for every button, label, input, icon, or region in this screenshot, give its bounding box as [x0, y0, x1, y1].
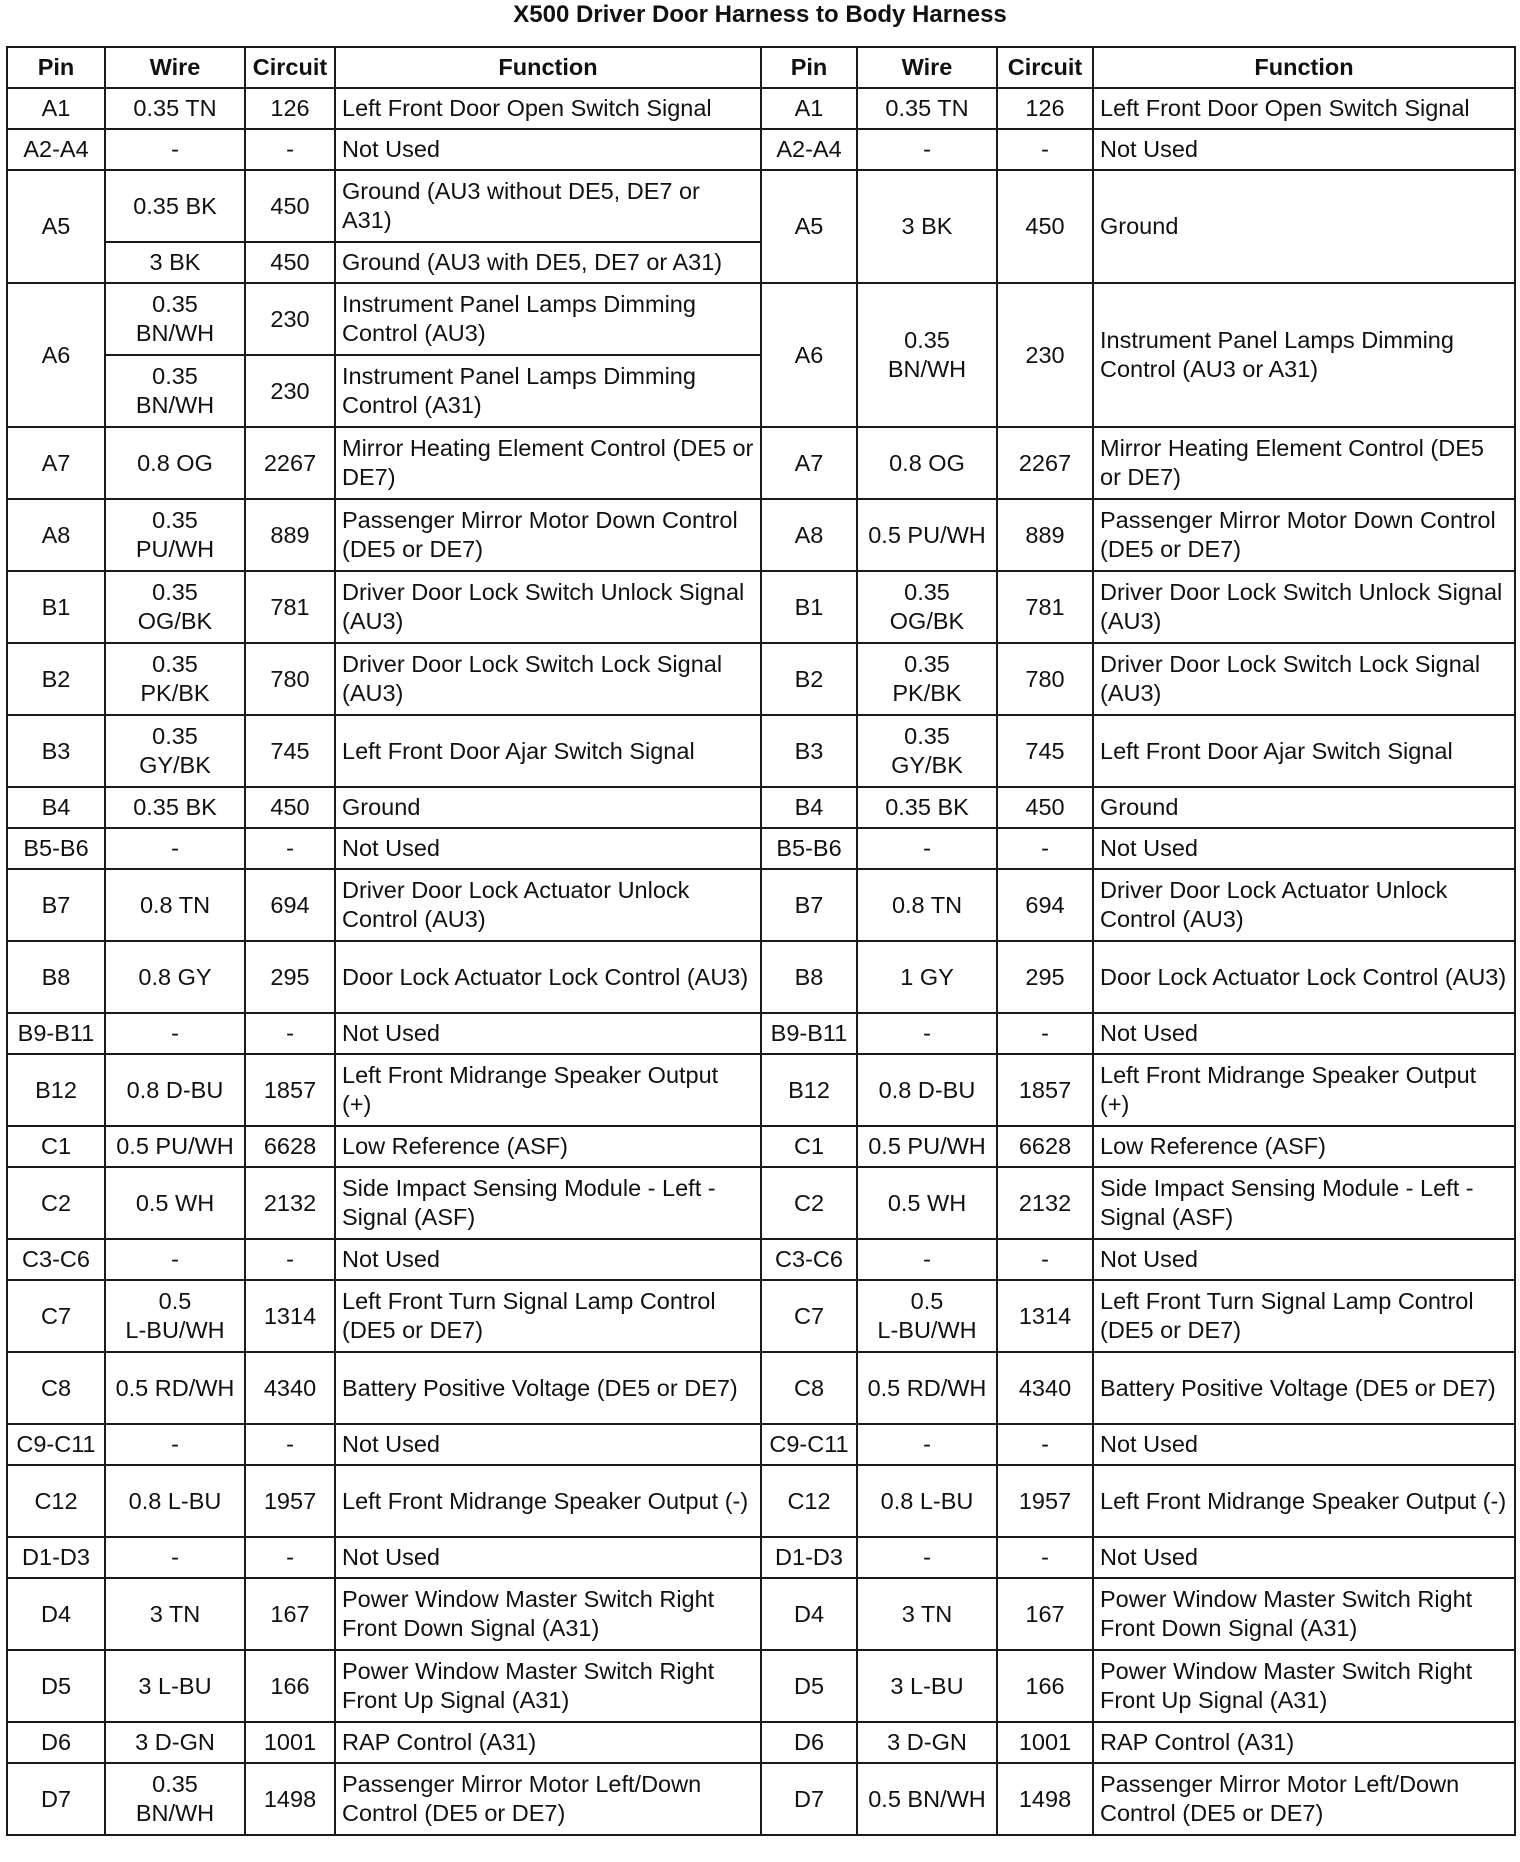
function-cell: Not Used: [335, 1537, 761, 1578]
wire-cell: -: [105, 1013, 245, 1054]
circuit-cell: 781: [997, 571, 1093, 643]
wire-cell: -: [857, 828, 997, 869]
wire-gauge: 0.35: [152, 651, 198, 677]
pin-cell: D7: [7, 1763, 105, 1835]
function-cell: Not Used: [1093, 1013, 1515, 1054]
pin-cell: B8: [761, 941, 857, 1013]
header-wire: Wire: [105, 47, 245, 88]
wire-cell: -: [105, 828, 245, 869]
table-row: [7, 1763, 1515, 1835]
table-row: [7, 129, 1515, 170]
pin-cell: A6: [761, 283, 857, 427]
table-row: [7, 1424, 1515, 1465]
wire-cell: 0.5 RD/WH: [857, 1352, 997, 1424]
circuit-cell: 889: [997, 499, 1093, 571]
pin-cell: A6: [7, 283, 105, 427]
pin-cell: C3-C6: [761, 1239, 857, 1280]
table-row: [7, 643, 1515, 715]
circuit-cell: 1001: [997, 1722, 1093, 1763]
wire-cell: 0.5 RD/WH: [105, 1352, 245, 1424]
pin-cell: B9-B11: [7, 1013, 105, 1054]
header-circuit: Circuit: [245, 47, 335, 88]
function-cell: Power Window Master Switch Right Front Down Signal (A31): [335, 1578, 761, 1650]
pin-cell: A2-A4: [761, 129, 857, 170]
wire-gauge: 0.35: [904, 579, 950, 605]
function-cell: Ground: [1093, 787, 1515, 828]
pin-cell: A5: [761, 170, 857, 283]
circuit-cell: 6628: [997, 1126, 1093, 1167]
wire-cell: 0.8 TN: [105, 869, 245, 941]
wire-color: BN/WH: [135, 1800, 215, 1826]
function-cell: Not Used: [1093, 828, 1515, 869]
wire-color: BN/WH: [887, 356, 967, 382]
table-row: [7, 1280, 1515, 1352]
pin-cell: C3-C6: [7, 1239, 105, 1280]
circuit-cell: 745: [997, 715, 1093, 787]
table-row: [7, 828, 1515, 869]
circuit-cell: -: [245, 828, 335, 869]
wire-cell: [105, 499, 245, 571]
wire-cell: 0.8 D-BU: [105, 1054, 245, 1126]
function-cell: Instrument Panel Lamps Dimming Control (AU3): [335, 283, 761, 355]
function-cell: Side Impact Sensing Module - Left - Signal (ASF): [335, 1167, 761, 1239]
function-cell: Not Used: [335, 1424, 761, 1465]
wire-cell: 3 D-GN: [857, 1722, 997, 1763]
wire-cell: -: [105, 1537, 245, 1578]
circuit-cell: 450: [997, 787, 1093, 828]
function-cell: Low Reference (ASF): [1093, 1126, 1515, 1167]
function-cell: Driver Door Lock Switch Unlock Signal (AU3): [1093, 571, 1515, 643]
function-cell: Left Front Door Ajar Switch Signal: [1093, 715, 1515, 787]
pin-cell: C8: [7, 1352, 105, 1424]
wire-cell: 3 L-BU: [857, 1650, 997, 1722]
table-row: [7, 571, 1515, 643]
wire-cell: 0.5 PU/WH: [857, 1126, 997, 1167]
wire-cell: 0.8 GY: [105, 941, 245, 1013]
circuit-cell: -: [245, 1013, 335, 1054]
wire-gauge: 0.35: [152, 1771, 198, 1797]
wire-color: GY/BK: [891, 752, 963, 778]
wire-cell: 3 BK: [105, 242, 245, 283]
circuit-cell: 450: [245, 170, 335, 242]
wire-cell: [105, 1280, 245, 1352]
table-row: [7, 1054, 1515, 1126]
wire-cell: 0.8 OG: [857, 427, 997, 499]
function-cell: RAP Control (A31): [335, 1722, 761, 1763]
function-cell: Left Front Door Open Switch Signal: [335, 88, 761, 129]
pin-cell: C1: [761, 1126, 857, 1167]
pin-cell: B3: [7, 715, 105, 787]
function-cell: Power Window Master Switch Right Front Up Signal (A31): [335, 1650, 761, 1722]
table-row: [7, 1239, 1515, 1280]
wire-cell: 0.5 PU/WH: [857, 499, 997, 571]
wire-cell: [857, 283, 997, 427]
function-cell: Instrument Panel Lamps Dimming Control (A31): [335, 355, 761, 427]
pin-cell: C9-C11: [761, 1424, 857, 1465]
pin-cell: B4: [7, 787, 105, 828]
wire-color: OG/BK: [137, 608, 213, 634]
circuit-cell: 126: [245, 88, 335, 129]
function-cell: Left Front Midrange Speaker Output (+): [1093, 1054, 1515, 1126]
function-cell: Driver Door Lock Actuator Unlock Control (AU3): [1093, 869, 1515, 941]
pin-cell: C9-C11: [7, 1424, 105, 1465]
wire-cell: 0.35 BK: [105, 170, 245, 242]
pin-cell: A5: [7, 170, 105, 283]
function-cell: Not Used: [1093, 1537, 1515, 1578]
pin-cell: B9-B11: [761, 1013, 857, 1054]
wire-cell: 0.5 WH: [105, 1167, 245, 1239]
wire-cell: [857, 715, 997, 787]
wire-cell: 0.8 TN: [857, 869, 997, 941]
circuit-cell: 167: [245, 1578, 335, 1650]
wire-cell: [105, 355, 245, 427]
wire-cell: 0.35 TN: [105, 88, 245, 129]
pin-cell: D4: [7, 1578, 105, 1650]
pin-cell: B12: [761, 1054, 857, 1126]
circuit-cell: 2132: [245, 1167, 335, 1239]
circuit-cell: 889: [245, 499, 335, 571]
wire-gauge: 0.35: [152, 507, 198, 533]
circuit-cell: 1498: [997, 1763, 1093, 1835]
wire-cell: 3 D-GN: [105, 1722, 245, 1763]
circuit-cell: 6628: [245, 1126, 335, 1167]
wire-cell: -: [857, 1424, 997, 1465]
header-circuit: Circuit: [997, 47, 1093, 88]
table-row: [7, 283, 1515, 355]
wire-color: L-BU/WH: [877, 1317, 977, 1343]
function-cell: Not Used: [1093, 1424, 1515, 1465]
function-cell: Mirror Heating Element Control (DE5 or DE7): [1093, 427, 1515, 499]
harness-table: [6, 46, 1516, 1836]
function-cell: Left Front Turn Signal Lamp Control (DE5 or DE7): [1093, 1280, 1515, 1352]
wire-cell: 3 BK: [857, 170, 997, 283]
function-cell: Mirror Heating Element Control (DE5 or DE7): [335, 427, 761, 499]
function-cell: Ground (AU3 without DE5, DE7 or A31): [335, 170, 761, 242]
wire-cell: 1 GY: [857, 941, 997, 1013]
wire-gauge: 0.35: [152, 363, 198, 389]
table-row: [7, 715, 1515, 787]
circuit-cell: 230: [245, 355, 335, 427]
wire-color: BN/WH: [135, 320, 215, 346]
circuit-cell: 1857: [997, 1054, 1093, 1126]
function-cell: Left Front Midrange Speaker Output (-): [335, 1465, 761, 1537]
circuit-cell: 230: [997, 283, 1093, 427]
header-pin: Pin: [761, 47, 857, 88]
pin-cell: D7: [761, 1763, 857, 1835]
function-cell: Not Used: [335, 828, 761, 869]
table-row: [7, 1722, 1515, 1763]
function-cell: RAP Control (A31): [1093, 1722, 1515, 1763]
function-cell: Passenger Mirror Motor Down Control (DE5 or DE7): [1093, 499, 1515, 571]
circuit-cell: -: [997, 1239, 1093, 1280]
function-cell: Left Front Door Ajar Switch Signal: [335, 715, 761, 787]
wire-gauge: 0.5: [910, 1288, 944, 1314]
wire-cell: [105, 283, 245, 355]
pin-cell: A8: [7, 499, 105, 571]
pin-cell: D6: [7, 1722, 105, 1763]
function-cell: Left Front Midrange Speaker Output (-): [1093, 1465, 1515, 1537]
wire-cell: -: [105, 1424, 245, 1465]
circuit-cell: 295: [245, 941, 335, 1013]
function-cell: Not Used: [335, 1239, 761, 1280]
wire-gauge: 0.35: [904, 651, 950, 677]
wire-cell: [105, 643, 245, 715]
circuit-cell: -: [997, 1537, 1093, 1578]
wire-cell: 0.8 L-BU: [857, 1465, 997, 1537]
wire-cell: [857, 1280, 997, 1352]
header-function: Function: [335, 47, 761, 88]
pin-cell: C8: [761, 1352, 857, 1424]
pin-cell: C7: [761, 1280, 857, 1352]
circuit-cell: 450: [245, 787, 335, 828]
function-cell: Passenger Mirror Motor Left/Down Control (DE5 or DE7): [1093, 1763, 1515, 1835]
function-cell: Driver Door Lock Switch Unlock Signal (AU3): [335, 571, 761, 643]
page-title: X500 Driver Door Harness to Body Harness: [513, 1, 1007, 28]
pin-cell: C12: [7, 1465, 105, 1537]
circuit-cell: 4340: [997, 1352, 1093, 1424]
circuit-cell: -: [997, 129, 1093, 170]
table-row: [7, 1126, 1515, 1167]
wire-color: PU/WH: [135, 536, 215, 562]
table-row: [7, 1013, 1515, 1054]
wire-cell: 3 TN: [105, 1578, 245, 1650]
pin-cell: B7: [7, 869, 105, 941]
wire-cell: 0.5 BN/WH: [857, 1763, 997, 1835]
circuit-cell: 2132: [997, 1167, 1093, 1239]
circuit-cell: 230: [245, 283, 335, 355]
circuit-cell: 1498: [245, 1763, 335, 1835]
function-cell: Ground: [335, 787, 761, 828]
pin-cell: B1: [7, 571, 105, 643]
circuit-cell: -: [245, 1239, 335, 1280]
pin-cell: D1-D3: [761, 1537, 857, 1578]
circuit-cell: 1857: [245, 1054, 335, 1126]
function-cell: Low Reference (ASF): [335, 1126, 761, 1167]
function-cell: Power Window Master Switch Right Front Down Signal (A31): [1093, 1578, 1515, 1650]
function-cell: Not Used: [335, 1013, 761, 1054]
circuit-cell: 126: [997, 88, 1093, 129]
wire-cell: 0.35 BK: [105, 787, 245, 828]
function-cell: Ground: [1093, 170, 1515, 283]
wire-cell: 0.8 D-BU: [857, 1054, 997, 1126]
table-row: [7, 1537, 1515, 1578]
circuit-cell: 4340: [245, 1352, 335, 1424]
pin-cell: B12: [7, 1054, 105, 1126]
wire-gauge: 0.35: [152, 579, 198, 605]
pin-cell: A7: [7, 427, 105, 499]
circuit-cell: 295: [997, 941, 1093, 1013]
table-row: [7, 1465, 1515, 1537]
table-row: [7, 1167, 1515, 1239]
pin-cell: D4: [761, 1578, 857, 1650]
wire-color: GY/BK: [139, 752, 211, 778]
wire-cell: -: [857, 129, 997, 170]
table-row: [7, 499, 1515, 571]
table-row: [7, 787, 1515, 828]
wire-cell: -: [857, 1239, 997, 1280]
function-cell: Not Used: [1093, 129, 1515, 170]
pin-cell: B2: [761, 643, 857, 715]
wire-cell: 0.8 OG: [105, 427, 245, 499]
wire-cell: [105, 571, 245, 643]
wire-cell: 0.5 WH: [857, 1167, 997, 1239]
pin-cell: B5-B6: [7, 828, 105, 869]
function-cell: Instrument Panel Lamps Dimming Control (AU3 or A31): [1093, 283, 1515, 427]
pin-cell: B5-B6: [761, 828, 857, 869]
circuit-cell: 1314: [997, 1280, 1093, 1352]
function-cell: Left Front Midrange Speaker Output (+): [335, 1054, 761, 1126]
pin-cell: D1-D3: [7, 1537, 105, 1578]
circuit-cell: 1957: [245, 1465, 335, 1537]
pin-cell: B3: [761, 715, 857, 787]
pin-cell: A7: [761, 427, 857, 499]
circuit-cell: 780: [997, 643, 1093, 715]
wire-cell: [105, 1763, 245, 1835]
pin-cell: B1: [761, 571, 857, 643]
wire-gauge: 0.35: [152, 291, 198, 317]
circuit-cell: 694: [245, 869, 335, 941]
pin-cell: A1: [761, 88, 857, 129]
circuit-cell: 1314: [245, 1280, 335, 1352]
wire-gauge: 0.5: [158, 1288, 192, 1314]
function-cell: Not Used: [335, 129, 761, 170]
wire-cell: -: [105, 129, 245, 170]
wire-color: BN/WH: [135, 392, 215, 418]
table-row: [7, 869, 1515, 941]
table-row: [7, 1352, 1515, 1424]
wire-cell: 0.5 PU/WH: [105, 1126, 245, 1167]
pin-cell: A8: [761, 499, 857, 571]
table-row: [7, 170, 1515, 242]
function-cell: Side Impact Sensing Module - Left - Signal (ASF): [1093, 1167, 1515, 1239]
pin-cell: C1: [7, 1126, 105, 1167]
function-cell: Passenger Mirror Motor Left/Down Control (DE5 or DE7): [335, 1763, 761, 1835]
wire-cell: -: [857, 1013, 997, 1054]
pin-cell: B4: [761, 787, 857, 828]
circuit-cell: -: [245, 1424, 335, 1465]
function-cell: Not Used: [1093, 1239, 1515, 1280]
header-row: [7, 47, 1515, 88]
table-row: [7, 88, 1515, 129]
wire-color: PK/BK: [140, 680, 210, 706]
function-cell: Door Lock Actuator Lock Control (AU3): [1093, 941, 1515, 1013]
pin-cell: C2: [761, 1167, 857, 1239]
table-row: [7, 941, 1515, 1013]
table-row: [7, 427, 1515, 499]
wire-gauge: 0.35: [152, 723, 198, 749]
pin-cell: B2: [7, 643, 105, 715]
pin-cell: C12: [761, 1465, 857, 1537]
function-cell: Driver Door Lock Switch Lock Signal (AU3): [1093, 643, 1515, 715]
function-cell: Battery Positive Voltage (DE5 or DE7): [335, 1352, 761, 1424]
pin-cell: D5: [7, 1650, 105, 1722]
wire-color: OG/BK: [889, 608, 965, 634]
circuit-cell: 166: [997, 1650, 1093, 1722]
function-cell: Driver Door Lock Switch Lock Signal (AU3): [335, 643, 761, 715]
wire-gauge: 0.35: [904, 327, 950, 353]
wire-cell: 0.35 BK: [857, 787, 997, 828]
wire-gauge: 0.35: [904, 723, 950, 749]
wire-cell: 3 L-BU: [105, 1650, 245, 1722]
circuit-cell: 450: [997, 170, 1093, 283]
function-cell: Battery Positive Voltage (DE5 or DE7): [1093, 1352, 1515, 1424]
pin-cell: C2: [7, 1167, 105, 1239]
wire-cell: -: [857, 1537, 997, 1578]
function-cell: Ground (AU3 with DE5, DE7 or A31): [335, 242, 761, 283]
header-function: Function: [1093, 47, 1515, 88]
circuit-cell: 450: [245, 242, 335, 283]
pin-cell: A1: [7, 88, 105, 129]
wire-cell: [857, 571, 997, 643]
table-row: [7, 1578, 1515, 1650]
circuit-cell: 166: [245, 1650, 335, 1722]
table-row: [7, 1650, 1515, 1722]
function-cell: Door Lock Actuator Lock Control (AU3): [335, 941, 761, 1013]
circuit-cell: 781: [245, 571, 335, 643]
circuit-cell: -: [997, 828, 1093, 869]
wire-color: L-BU/WH: [125, 1317, 225, 1343]
circuit-cell: -: [997, 1013, 1093, 1054]
wire-color: PK/BK: [892, 680, 962, 706]
function-cell: Left Front Turn Signal Lamp Control (DE5 or DE7): [335, 1280, 761, 1352]
header-wire: Wire: [857, 47, 997, 88]
header-pin: Pin: [7, 47, 105, 88]
wire-cell: 3 TN: [857, 1578, 997, 1650]
circuit-cell: 694: [997, 869, 1093, 941]
circuit-cell: -: [997, 1424, 1093, 1465]
circuit-cell: 1001: [245, 1722, 335, 1763]
pin-cell: D5: [761, 1650, 857, 1722]
circuit-cell: 167: [997, 1578, 1093, 1650]
circuit-cell: -: [245, 129, 335, 170]
function-cell: Power Window Master Switch Right Front Up Signal (A31): [1093, 1650, 1515, 1722]
wire-cell: -: [105, 1239, 245, 1280]
pin-cell: D6: [761, 1722, 857, 1763]
circuit-cell: -: [245, 1537, 335, 1578]
circuit-cell: 1957: [997, 1465, 1093, 1537]
circuit-cell: 2267: [245, 427, 335, 499]
wire-cell: [857, 643, 997, 715]
circuit-cell: 745: [245, 715, 335, 787]
wire-cell: [105, 715, 245, 787]
pin-cell: B7: [761, 869, 857, 941]
function-cell: Passenger Mirror Motor Down Control (DE5 or DE7): [335, 499, 761, 571]
wire-cell: 0.8 L-BU: [105, 1465, 245, 1537]
circuit-cell: 2267: [997, 427, 1093, 499]
circuit-cell: 780: [245, 643, 335, 715]
function-cell: Driver Door Lock Actuator Unlock Control (AU3): [335, 869, 761, 941]
pin-cell: C7: [7, 1280, 105, 1352]
pin-cell: B8: [7, 941, 105, 1013]
wire-cell: 0.35 TN: [857, 88, 997, 129]
pin-cell: A2-A4: [7, 129, 105, 170]
function-cell: Left Front Door Open Switch Signal: [1093, 88, 1515, 129]
